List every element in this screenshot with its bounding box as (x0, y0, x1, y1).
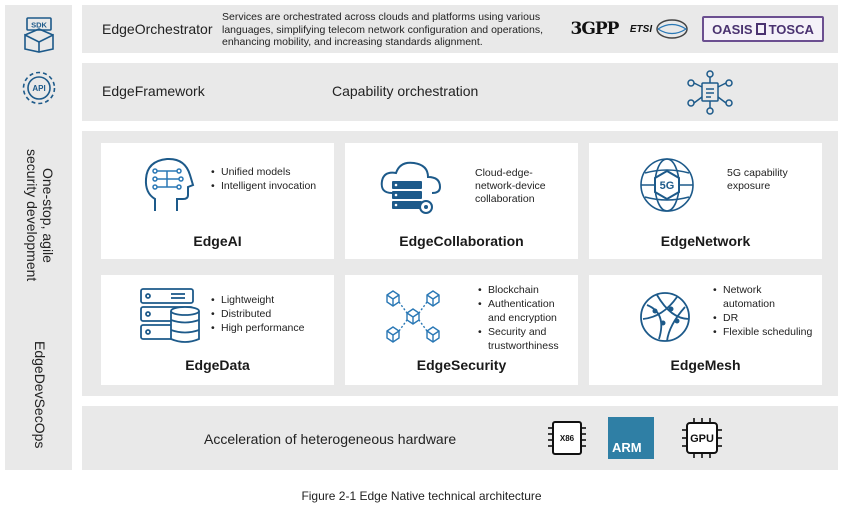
5g-globe-icon (635, 153, 699, 217)
logo-etsi: ETSI (627, 15, 692, 43)
card-title-edge-security: EdgeSecurity (416, 357, 507, 373)
svg-text:API: API (32, 84, 46, 93)
framework-title: EdgeFramework (102, 83, 205, 99)
data-feature-list (211, 293, 304, 335)
etsi-globe-icon (655, 18, 689, 40)
devsecops-sidebar (5, 5, 72, 470)
ai-feature-list (211, 165, 316, 193)
arm-chip-icon: ARM (608, 417, 654, 459)
svg-text:SDK: SDK (31, 20, 47, 30)
list-item: • Flexible scheduling (713, 325, 813, 339)
orchestration-network-icon (685, 69, 735, 115)
ai-head-icon (141, 155, 197, 215)
logo-3gpp: 3GPP (570, 19, 619, 39)
list-item: • Lightweight (211, 293, 304, 307)
list-item: • Distributed (211, 307, 304, 321)
card-title-edge-ai: EdgeAI (193, 233, 242, 249)
card-edge-network (589, 143, 822, 259)
sdk-cube-icon (21, 15, 57, 53)
logo-oasis-tosca: OASIS TOSCA (702, 16, 824, 42)
list-item: • Intelligent invocation (211, 179, 316, 193)
svg-text:GPU: GPU (690, 433, 714, 445)
figure-caption: Figure 2-1 Edge Native technical architecture (301, 489, 542, 503)
card-edge-ai (101, 143, 334, 259)
card-title-edge-data: EdgeData (185, 357, 250, 373)
orchestrator-title: EdgeOrchestrator (102, 21, 213, 37)
database-server-icon (139, 285, 201, 345)
api-gear-icon (21, 70, 57, 106)
framework-layer (82, 63, 838, 121)
svg-text:X86: X86 (559, 434, 575, 443)
card-edge-security (345, 275, 578, 385)
list-item: • Security and trustworthiness (478, 325, 570, 353)
card-title-edge-collaboration: EdgeCollaboration (399, 233, 524, 249)
list-item: • DR (713, 311, 813, 325)
card-title-edge-network: EdgeNetwork (660, 233, 751, 249)
hardware-layer (82, 406, 838, 470)
orchestrator-description: Services are orchestrated across clouds and platforms using various languages, simplifying telecom network configuration and operations, enhancing mobility, and increasing standards alignment. (222, 11, 544, 48)
network-description: 5G capability exposure (727, 167, 788, 192)
hardware-title: Acceleration of heterogeneous hardware (204, 431, 457, 447)
list-item: • High performance (211, 321, 304, 335)
sidebar-tagline: One-stop, agile security development (24, 148, 56, 282)
logo-separator (756, 23, 766, 35)
x86-chip-icon (545, 416, 589, 460)
collaboration-description: Cloud-edge-network-device collaboration (475, 167, 546, 205)
card-title-edge-mesh: EdgeMesh (670, 357, 741, 373)
list-item: • Authentication and encryption (478, 297, 570, 325)
card-edge-data (101, 275, 334, 385)
sidebar-devsecops-label: EdgeDevSecOps (32, 341, 48, 449)
svg-text:5G: 5G (659, 180, 675, 192)
gpu-chip-icon (680, 416, 724, 460)
card-edge-collaboration (345, 143, 578, 259)
list-item: • Blockchain (478, 283, 570, 297)
capability-orchestration-label: Capability orchestration (332, 83, 479, 99)
list-item: • Network automation (713, 283, 813, 311)
orchestrator-layer (82, 5, 838, 53)
mesh-globe-icon (637, 289, 693, 345)
blockchain-cubes-icon (381, 287, 445, 347)
mesh-feature-list (713, 283, 813, 339)
card-edge-mesh (589, 275, 822, 385)
cloud-server-icon (378, 159, 444, 215)
list-item: • Unified models (211, 165, 316, 179)
security-feature-list (478, 283, 570, 353)
